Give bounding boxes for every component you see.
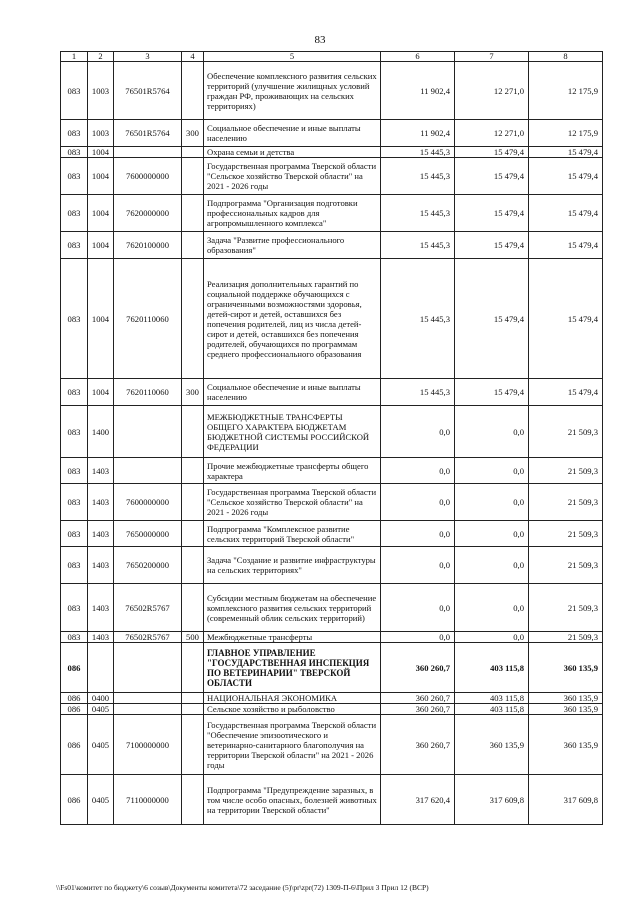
section-code-cell: 1403 [88,521,114,547]
expense-type-cell [182,521,204,547]
section-code-cell: 0405 [88,775,114,825]
section-code-cell: 1004 [88,195,114,232]
table-row [61,484,603,521]
amount-2023-cell: 15 479,4 [455,379,529,406]
expense-type-cell [182,62,204,120]
amount-2023-cell: 12 271,0 [455,62,529,120]
amount-2024-cell: 12 175,9 [529,62,603,120]
description-cell: Межбюджетные трансферты [204,632,381,643]
expense-type-cell [182,584,204,632]
expense-type-cell: 500 [182,632,204,643]
admin-code-cell: 086 [61,775,88,825]
description-cell: Сельское хозяйство и рыболовство [204,704,381,715]
expense-type-cell: 300 [182,379,204,406]
amount-2022-cell: 11 902,4 [381,120,455,147]
amount-2022-cell: 15 445,3 [381,147,455,158]
table-row [61,147,603,158]
amount-2024-cell: 12 175,9 [529,120,603,147]
amount-2024-cell: 21 509,3 [529,521,603,547]
column-header: 7 [455,52,529,62]
column-header: 8 [529,52,603,62]
table-header-row [61,52,603,62]
target-article-cell [114,147,182,158]
table-row [61,195,603,232]
section-code-cell: 0400 [88,693,114,704]
amount-2022-cell: 0,0 [381,632,455,643]
amount-2024-cell: 21 509,3 [529,547,603,584]
amount-2023-cell: 0,0 [455,521,529,547]
amount-2022-cell: 15 445,3 [381,232,455,259]
expense-type-cell [182,643,204,693]
amount-2024-cell: 15 479,4 [529,379,603,406]
description-cell: Подпрограмма "Комплексное развитие сельских территорий Тверской области" [204,521,381,547]
section-code-cell: 0405 [88,704,114,715]
expense-type-cell [182,158,204,195]
description-cell: Подпрограмма "Организация подготовки профессиональных кадров для агропромышленного комплекса" [204,195,381,232]
amount-2024-cell: 15 479,4 [529,147,603,158]
target-article-cell [114,406,182,458]
target-article-cell [114,643,182,693]
amount-2022-cell: 0,0 [381,406,455,458]
section-code-cell: 1403 [88,484,114,521]
expense-type-cell [182,259,204,379]
amount-2024-cell: 15 479,4 [529,259,603,379]
file-path-footer: \\Fs01\комитет по бюджету\6 созыв\Документы комитета\72 заседание (5)\pr\zpr(72) 1309-П-6\Прил 3 Прил 12 (ВСР) [56,883,429,892]
column-header: 5 [204,52,381,62]
amount-2024-cell: 15 479,4 [529,195,603,232]
description-cell: Социальное обеспечение и иные выплаты населению [204,379,381,406]
expense-type-cell [182,232,204,259]
amount-2024-cell: 360 135,9 [529,704,603,715]
description-cell: ГЛАВНОЕ УПРАВЛЕНИЕ "ГОСУДАРСТВЕННАЯ ИНСПЕКЦИЯ ПО ВЕТЕРИНАРИИ" ТВЕРСКОЙ ОБЛАСТИ [204,643,381,693]
description-cell: Задача "Создание и развитие инфраструктуры на сельских территориях" [204,547,381,584]
admin-code-cell: 083 [61,484,88,521]
expense-type-cell [182,458,204,484]
amount-2024-cell: 21 509,3 [529,406,603,458]
amount-2023-cell: 0,0 [455,458,529,484]
table-row [61,584,603,632]
expense-type-cell [182,775,204,825]
amount-2022-cell: 360 260,7 [381,715,455,775]
section-code-cell: 1403 [88,547,114,584]
description-cell: Государственная программа Тверской области "Обеспечение эпизоотического и ветеринарно-санитарного благополучия на территории Тверской области" на 2021 - 2026 годы [204,715,381,775]
amount-2022-cell: 360 260,7 [381,704,455,715]
amount-2024-cell: 15 479,4 [529,158,603,195]
table-row [61,643,603,693]
section-code-cell [88,643,114,693]
target-article-cell: 76501R5764 [114,62,182,120]
section-code-cell: 1004 [88,158,114,195]
description-cell: Социальное обеспечение и иные выплаты населению [204,120,381,147]
amount-2022-cell: 0,0 [381,458,455,484]
table-row [61,232,603,259]
amount-2023-cell: 317 609,8 [455,775,529,825]
admin-code-cell: 083 [61,158,88,195]
amount-2023-cell: 403 115,8 [455,693,529,704]
admin-code-cell: 086 [61,693,88,704]
expense-type-cell [182,704,204,715]
section-code-cell: 1004 [88,147,114,158]
amount-2023-cell: 360 135,9 [455,715,529,775]
description-cell: Государственная программа Тверской области "Сельское хозяйство Тверской области" на 2021 - 2026 годы [204,484,381,521]
target-article-cell: 7620110060 [114,259,182,379]
description-cell: Государственная программа Тверской области "Сельское хозяйство Тверской области" на 2021 - 2026 годы [204,158,381,195]
amount-2024-cell: 360 135,9 [529,643,603,693]
column-header: 4 [182,52,204,62]
amount-2022-cell: 0,0 [381,521,455,547]
target-article-cell: 7600000000 [114,484,182,521]
amount-2024-cell: 21 509,3 [529,484,603,521]
section-code-cell: 1003 [88,120,114,147]
table-row [61,521,603,547]
expense-type-cell [182,715,204,775]
target-article-cell: 76501R5764 [114,120,182,147]
expense-type-cell [182,693,204,704]
section-code-cell: 1004 [88,379,114,406]
admin-code-cell: 086 [61,704,88,715]
target-article-cell: 7650000000 [114,521,182,547]
table-row [61,704,603,715]
budget-table [60,51,603,825]
admin-code-cell: 083 [61,232,88,259]
admin-code-cell: 083 [61,632,88,643]
amount-2024-cell: 317 609,8 [529,775,603,825]
amount-2022-cell: 360 260,7 [381,693,455,704]
page-number: 83 [314,34,326,46]
section-code-cell: 1403 [88,632,114,643]
description-cell: НАЦИОНАЛЬНАЯ ЭКОНОМИКА [204,693,381,704]
amount-2022-cell: 317 620,4 [381,775,455,825]
admin-code-cell: 086 [61,643,88,693]
section-code-cell: 1003 [88,62,114,120]
expense-type-cell [182,547,204,584]
table-row [61,693,603,704]
description-cell: Прочие межбюджетные трансферты общего характера [204,458,381,484]
amount-2022-cell: 15 445,3 [381,158,455,195]
column-header: 2 [88,52,114,62]
description-cell: Подпрограмма "Предупреждение заразных, в том числе особо опасных, болезней животных на территории Тверской области" [204,775,381,825]
expense-type-cell [182,484,204,521]
amount-2022-cell: 0,0 [381,484,455,521]
amount-2023-cell: 15 479,4 [455,147,529,158]
section-code-cell: 1403 [88,584,114,632]
description-cell: Охрана семьи и детства [204,147,381,158]
table-row [61,62,603,120]
amount-2022-cell: 11 902,4 [381,62,455,120]
amount-2024-cell: 21 509,3 [529,632,603,643]
table-row [61,547,603,584]
admin-code-cell: 083 [61,62,88,120]
target-article-cell: 7620000000 [114,195,182,232]
amount-2023-cell: 12 271,0 [455,120,529,147]
table-row [61,379,603,406]
amount-2024-cell: 360 135,9 [529,715,603,775]
amount-2023-cell: 0,0 [455,547,529,584]
admin-code-cell: 083 [61,521,88,547]
column-header: 1 [61,52,88,62]
amount-2022-cell: 360 260,7 [381,643,455,693]
table-row [61,715,603,775]
table-row [61,775,603,825]
table-row [61,259,603,379]
amount-2023-cell: 0,0 [455,484,529,521]
amount-2023-cell: 0,0 [455,584,529,632]
amount-2024-cell: 360 135,9 [529,693,603,704]
description-cell: Обеспечение комплексного развития сельских территорий (улучшение жилищных условий граждан РФ, проживающих на сельских территориях) [204,62,381,120]
description-cell: Задача "Развитие профессионального образования" [204,232,381,259]
amount-2023-cell: 403 115,8 [455,704,529,715]
expense-type-cell [182,147,204,158]
target-article-cell: 7650200000 [114,547,182,584]
target-article-cell [114,458,182,484]
section-code-cell: 1403 [88,458,114,484]
expense-type-cell [182,406,204,458]
table-row [61,120,603,147]
target-article-cell: 7620100000 [114,232,182,259]
amount-2023-cell: 15 479,4 [455,232,529,259]
admin-code-cell: 083 [61,120,88,147]
target-article-cell: 7600000000 [114,158,182,195]
expense-type-cell: 300 [182,120,204,147]
admin-code-cell: 083 [61,259,88,379]
expense-type-cell [182,195,204,232]
description-cell: МЕЖБЮДЖЕТНЫЕ ТРАНСФЕРТЫ ОБЩЕГО ХАРАКТЕРА БЮДЖЕТАМ БЮДЖЕТНОЙ СИСТЕМЫ РОССИЙСКОЙ ФЕДЕРАЦИИ [204,406,381,458]
amount-2022-cell: 0,0 [381,547,455,584]
admin-code-cell: 083 [61,406,88,458]
admin-code-cell: 083 [61,379,88,406]
admin-code-cell: 083 [61,195,88,232]
target-article-cell: 76502R5767 [114,584,182,632]
target-article-cell: 7620110060 [114,379,182,406]
table-row [61,632,603,643]
admin-code-cell: 083 [61,147,88,158]
column-header: 6 [381,52,455,62]
target-article-cell: 7110000000 [114,775,182,825]
amount-2024-cell: 21 509,3 [529,584,603,632]
table-row [61,458,603,484]
amount-2023-cell: 0,0 [455,632,529,643]
amount-2023-cell: 403 115,8 [455,643,529,693]
description-cell: Реализация дополнительных гарантий по социальной поддержке обучающихся с ограниченными возможностями здоровья, детей-сирот и детей, оставшихся без попечения родителей, лиц из числа детей-сирот и детей, оставшихся без попечения родителей, обучающихся по программам среднего профессионального образования [204,259,381,379]
target-article-cell [114,693,182,704]
target-article-cell: 76502R5767 [114,632,182,643]
amount-2022-cell: 15 445,3 [381,195,455,232]
admin-code-cell: 083 [61,547,88,584]
amount-2022-cell: 15 445,3 [381,379,455,406]
admin-code-cell: 086 [61,715,88,775]
description-cell: Субсидии местным бюджетам на обеспечение комплексного развития сельских территорий (современный облик сельских территорий) [204,584,381,632]
admin-code-cell: 083 [61,584,88,632]
amount-2024-cell: 15 479,4 [529,232,603,259]
target-article-cell [114,704,182,715]
column-header: 3 [114,52,182,62]
table-row [61,158,603,195]
amount-2022-cell: 15 445,3 [381,259,455,379]
amount-2023-cell: 0,0 [455,406,529,458]
amount-2023-cell: 15 479,4 [455,158,529,195]
admin-code-cell: 083 [61,458,88,484]
amount-2023-cell: 15 479,4 [455,195,529,232]
section-code-cell: 1400 [88,406,114,458]
amount-2022-cell: 0,0 [381,584,455,632]
amount-2024-cell: 21 509,3 [529,458,603,484]
section-code-cell: 0405 [88,715,114,775]
section-code-cell: 1004 [88,259,114,379]
table-row [61,406,603,458]
section-code-cell: 1004 [88,232,114,259]
target-article-cell: 7100000000 [114,715,182,775]
amount-2023-cell: 15 479,4 [455,259,529,379]
